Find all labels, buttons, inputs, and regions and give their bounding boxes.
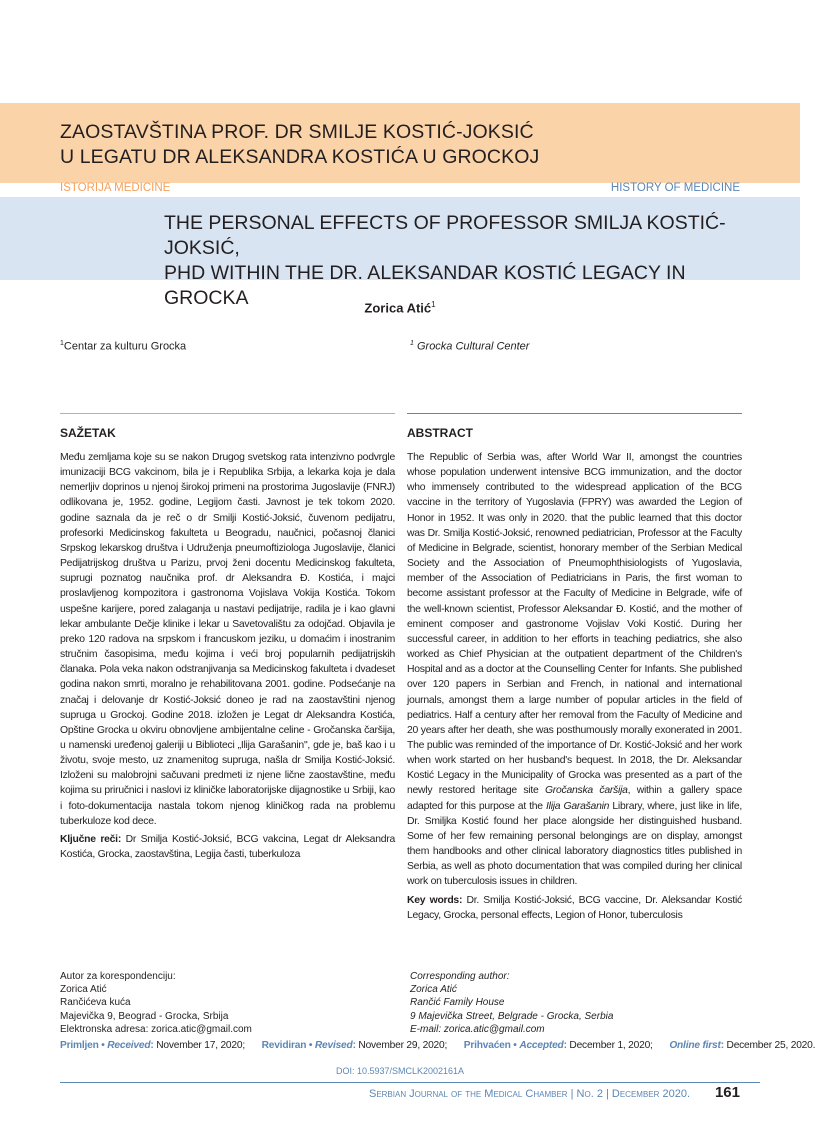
corr-en-line: Zorica Atić xyxy=(410,984,457,996)
title-serbian xyxy=(60,120,780,170)
accepted-label: Prihvaćen • Accepted: xyxy=(463,1040,567,1051)
title-serbian-line1: ZAOSTAVŠTINA PROF. DR SMILJE KOSTIĆ-JOKSIĆ xyxy=(60,121,534,143)
page-number: 161 xyxy=(714,1084,740,1101)
journal-name: Serbian Journal of the Medical Chamber | No. 2 | December 2020. xyxy=(368,1088,690,1100)
article-dates xyxy=(60,1040,815,1051)
section-label-english: HISTORY OF MEDICINE xyxy=(610,182,740,194)
received-label: Primljen • Received: xyxy=(60,1040,154,1051)
author-name: Zorica Atić$^1$ xyxy=(364,300,436,316)
title-english-line1: THE PERSONAL EFFECTS OF PROFESSOR SMILJA KOSTIĆ-JOKSIĆ, xyxy=(164,212,726,259)
abstract-english-heading: ABSTRACT xyxy=(407,426,473,440)
keywords-serbian: Ključne reči: Dr Smilja Kostić-Joksić, BCG vakcina, Legat dr Aleksandra Kostića, Grocka, zaostavština, Legija časti, tuberkuloza xyxy=(60,833,395,861)
corr-sr-line: Rančićeva kuća xyxy=(60,997,131,1009)
affiliation-english: $^1$ Grocka Cultural Center xyxy=(410,340,530,353)
keywords-english: Key words: Dr. Smilja Kostić-Joksić, BCG vaccine, Dr. Aleksandar Kostić Legacy, Grocka, personal effects, Legion of Honor, tuberculosis xyxy=(407,894,742,921)
abstract-serbian xyxy=(60,413,395,862)
abstract-english-body: The Republic of Serbia was, after World War II, amongst the countries whose population underwent intensive BCG immunization, and the doctor who immensely contributed to the widespread application of the BCG vaccine in the territory of Yugoslavia (FPRY) was awarded the Legion of Honor in 1952. It was only in 2020. that the public learned that this doctor was Dr. Smilja Kostić-Joksić, renowned pediatrician, Professor at the Faculty of Medicine in Belgrade, scientist, honorary member of the Serbian Medical Society and the Association of Pneumophthisiologists of Yugoslavia, member of the Association of Pediatricians in Paris, the first woman to become assistant professor at the Faculty of Medicine in Belgrade, wife of the well-known scientist, Professor Aleksandar Đ. Kostić, and the mother of eminent composer and gastronome Vojislav Voki Kostić. During her successful career, in addition to her efforts in teaching pediatrics, she also worked as Chief Physician at the outpatient department of the Children's Hospital and as a doctor at the Counselling Center for Infants. She published over 120 papers in Serbian and French, in national and international journals, amongst them a large number of popular articles in the field of pediatrics. Half a century after her removal from the Faculty of Medicine and 20 years after her death, she was posthumously morally exonerated in 2001. The public was reminded of the importance of Dr. Kostić-Joksić and her work when work started on her husband's bequest. In 2018, the Dr. Aleksandar Kostić Legacy in the Municipality of Grocka was presented as a part of the newly restored heritage site Gročanska čaršija, within a gallery space adapted for this purpose at the Ilija Garašanin Library, where, just like in life, Dr. Smiljka Kostić found her place alongside her distinguished husband. Some of her few remaining personal belongings are on display, amongst them handbooks and other clinical laboratory diagnostics titles published in Serbia, as well as photo documentation that was compiled during her clinical work on tuberculosis issues in children. xyxy=(407,452,743,888)
corr-sr-line: Autor za korespondenciju: xyxy=(60,971,176,982)
title-english-line2: PHD WITHIN THE DR. ALEKSANDAR KOSTIĆ LEGACY IN GROCKA xyxy=(164,262,686,309)
affiliation-serbian: $^1$Centar za kulturu Grocka xyxy=(60,340,187,353)
correspondence-english xyxy=(410,970,613,1036)
title-serbian-line2: U LEGATU DR ALEKSANDRA KOSTIĆA U GROCKOJ xyxy=(60,146,540,168)
correspondence-serbian xyxy=(60,970,252,1036)
revised-label: Revidiran • Revised: xyxy=(261,1040,356,1051)
section-label-serbian: ISTORIJA MEDICINE xyxy=(60,182,171,194)
revised-date: November 29, 2020; xyxy=(358,1040,448,1051)
footer-divider xyxy=(60,1082,760,1083)
corr-sr-line: Zorica Atić xyxy=(60,984,107,996)
corr-en-line: Rančić Family House xyxy=(410,997,505,1009)
corr-sr-line: Elektronska adresa: zorica.atic@gmail.com xyxy=(60,1023,252,1035)
received-date: November 17, 2020; xyxy=(156,1040,245,1051)
corr-en-line: Corresponding author: xyxy=(410,971,510,982)
online-label: Online first: xyxy=(669,1040,724,1051)
corr-en-line: E-mail: zorica.atic@gmail.com xyxy=(410,1023,545,1035)
abstract-english xyxy=(407,413,742,923)
doi-link[interactable]: DOI: 10.5937/SMCLK2002161A xyxy=(335,1066,465,1076)
accepted-date: December 1, 2020; xyxy=(569,1040,653,1051)
abstract-serbian-heading: SAŽETAK xyxy=(60,426,116,440)
title-english xyxy=(164,211,764,311)
corr-en-line: 9 Majevička Street, Belgrade - Grocka, Serbia xyxy=(410,1010,614,1022)
online-date: December 25, 2020. xyxy=(726,1040,815,1051)
corr-sr-line: Majevička 9, Beograd - Grocka, Srbija xyxy=(60,1010,229,1022)
abstract-serbian-body: Među zemljama koje su se nakon Drugog svetskog rata intenzivno podvrgle imunizaciji BCG vakcinom, bila je i Republika Srbija, a lekarka koja je dala nemerljiv doprinos u njenoj širokoj primeni na prostorima Jugoslavije (FNRJ) odlikovana je, 1952. godine, Legijom časti. Javnost je tek tokom 2020. godine saznala da je reč o dr Smilji Kostić-Joksić, čuvenom pedijatru, profesorki Medicinskog fakulteta u Beogradu, naučnici, počasnoj članici Srpskog lekarskog društva i Udruženja pneumoftiziologa Jugoslavije, članici Pedijatrijskog društva u Parizu, prvoj ženi docentu Medicinskog fakulteta, suprugi poznatog naučnika prof. dr Aleksandra Đ. Kostića, i majci proslavljenog kompozitora i gastronoma Vojislava Vokija Kostića. Tokom uspešne karijere, pored zalaganja u nastavi pedijatrije, radila je i kao glavni lekar ambulante Dečje klinike i lekar u Savetovalištu za odojčad. Objavila je preko 120 radova na srpskom i francuskom jeziku, u domaćim i inostranim stručnim časopisima, među kojima i veći broj popularnih pedijatrijskih članaka. Pola veka nakon odstranjivanja sa Medicinskog fakulteta i dvadeset godina nakon smrti, moralno je rehabilitovana 2001. godine. Podsećanje na značaj i delovanje dr Kostić-Joksić doneo je rad na zaostavštini njenog supruga u Grockoj. Godine 2018. izložen je Legat dr Aleksandra Kostića, Opštine Grocka u okviru obnovljene ambijentalne celine - Gročanska čaršija, u namenski uređenoj galeriji u Biblioteci „Ilija Garašanin", gde je, baš kao i u životu, svoje mesto, uz znamenitog supruga, našla dr Smilja Kostić-Joksić. Izloženi su malobrojni sačuvani predmeti iz njene lične zaostavštine, među kojima su priručnici i naslovi iz kliničke laboratorijske dijagnostike u Srbiji, kao i foto-dokumentacija nastala tokom njenog kliničkog rada na problemu tuberkuloze kod dece. xyxy=(60,452,395,827)
